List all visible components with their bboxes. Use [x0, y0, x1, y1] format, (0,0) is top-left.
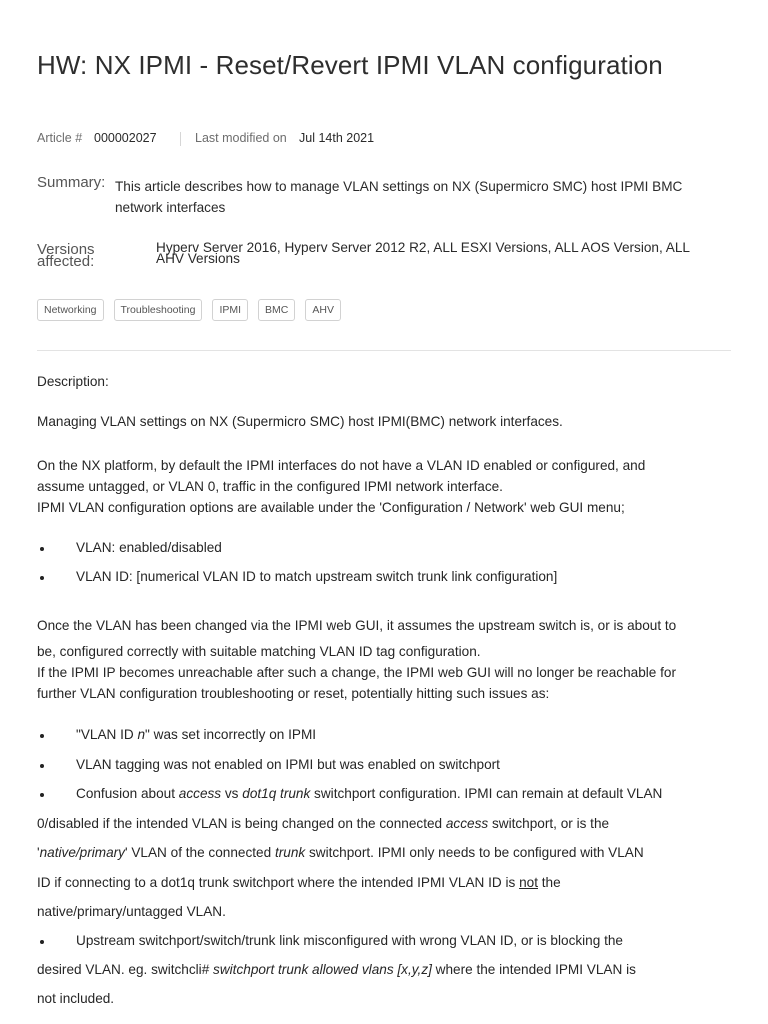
list-item-text: VLAN tagging was not enabled on IPMI but was enabled on switchport	[76, 757, 500, 772]
bullet-icon	[40, 764, 44, 768]
versions-label-line: affected:	[37, 253, 95, 270]
issue-emphasis: n	[137, 727, 146, 742]
meta-divider	[180, 132, 181, 146]
issue-text: switchport configuration. IPMI can remain at default VLAN	[310, 786, 663, 801]
issue-emphasis: switchport trunk allowed vlans [x,y,z]	[213, 962, 432, 977]
description-label: Description:	[37, 374, 109, 389]
issue-text: desired VLAN. eg. switchcli#	[37, 962, 214, 977]
bullet-icon	[40, 734, 44, 738]
list-item-continuation	[37, 816, 609, 831]
issue-text: switchport, or is the	[488, 816, 610, 831]
list-item-continuation	[37, 875, 561, 890]
list-item-continuation	[37, 845, 644, 860]
list-item-continuation: not included.	[37, 991, 115, 1006]
article-number: 000002027	[94, 131, 157, 145]
list-item-text: VLAN: enabled/disabled	[76, 540, 222, 555]
list-item-continuation	[37, 962, 636, 977]
paragraph-line: If the IPMI IP becomes unreachable after such a change, the IPMI web GUI will no longer be reachable for	[37, 665, 677, 680]
versions-text	[156, 242, 690, 264]
issue-text: Confusion about	[76, 786, 179, 801]
tag-troubleshooting[interactable]: Troubleshooting	[114, 299, 203, 321]
issue-text: ID if connecting to a dot1q trunk switchport where the intended IPMI VLAN ID is	[37, 875, 520, 890]
issue-emphasis: access	[178, 786, 222, 801]
list-item	[37, 727, 316, 742]
versions-label-line: Versions	[37, 241, 95, 258]
modified-label: Last modified on	[195, 131, 287, 145]
summary-line: This article describes how to manage VLAN settings on NX (Supermicro SMC) host IPMI BMC	[115, 179, 683, 194]
paragraph-line: further VLAN configuration troubleshooting or reset, potentially hitting such issues as:	[37, 686, 550, 701]
list-item-text	[76, 727, 316, 742]
issue-emphasis: trunk	[274, 845, 306, 860]
list-item-continuation: native/primary/untagged VLAN.	[37, 904, 226, 919]
tag-list	[37, 299, 341, 321]
list-item-text: Upstream switchport/switch/trunk link misconfigured with wrong VLAN ID, or is blocking the	[76, 933, 623, 948]
tag-ahv[interactable]: AHV	[305, 299, 341, 321]
paragraph-line: IPMI VLAN configuration options are available under the 'Configuration / Network' web GUI menu;	[37, 500, 625, 515]
issue-text: " was set incorrectly on IPMI	[145, 727, 317, 742]
section-divider	[37, 350, 731, 351]
list-item-text	[76, 786, 662, 801]
issues-list	[37, 727, 737, 1017]
issue-text: ' VLAN of the connected	[124, 845, 275, 860]
paragraph-line: Once the VLAN has been changed via the IPMI web GUI, it assumes the upstream switch is, or is about to	[37, 618, 677, 633]
intro-paragraph: Managing VLAN settings on NX (Supermicro SMC) host IPMI(BMC) network interfaces.	[37, 414, 563, 429]
issue-text: "VLAN ID	[76, 727, 138, 742]
summary-line: network interfaces	[115, 200, 226, 215]
summary-label: Summary:	[37, 174, 106, 191]
page-title: HW: NX IPMI - Reset/Revert IPMI VLAN configuration	[37, 50, 663, 80]
paragraph-line: On the NX platform, by default the IPMI interfaces do not have a VLAN ID enabled or configured, and	[37, 458, 646, 473]
bullet-icon	[40, 576, 44, 580]
issue-text: vs	[221, 786, 243, 801]
issue-emphasis: dot1q trunk	[242, 786, 311, 801]
versions-label	[37, 241, 95, 270]
issue-text: switchport. IPMI only needs to be configured with VLAN	[305, 845, 644, 860]
bullet-icon	[40, 940, 44, 944]
list-item	[37, 757, 500, 772]
issue-emphasis: native/primary	[39, 845, 125, 860]
issue-underline: not	[519, 875, 538, 890]
list-item	[37, 786, 662, 801]
article-number-label	[37, 131, 82, 145]
versions-line: Hyperv Server 2016, Hyperv Server 2012 R2, ALL ESXI Versions, ALL AOS Version, ALL	[156, 240, 690, 255]
article-label: Article #	[37, 131, 83, 145]
paragraph-line: assume untagged, or VLAN 0, traffic in the configured IPMI network interface.	[37, 479, 503, 494]
issue-text: 0/disabled if the intended VLAN is being changed on the connected	[37, 816, 446, 831]
issue-text: the	[537, 875, 561, 890]
summary-text	[115, 176, 682, 218]
issue-text: '	[37, 845, 40, 860]
list-item	[37, 540, 222, 555]
bullet-icon	[40, 793, 44, 797]
paragraph-line: be, configured correctly with suitable matching VLAN ID tag configuration.	[37, 644, 481, 659]
issue-text: where the intended IPMI VLAN is	[431, 962, 636, 977]
change-paragraph	[37, 615, 737, 704]
modified-date: Jul 14th 2021	[299, 131, 375, 145]
versions-line: AHV Versions	[156, 251, 240, 266]
list-item-text: VLAN ID: [numerical VLAN ID to match upstream switch trunk link configuration]	[76, 569, 558, 584]
tag-bmc[interactable]: BMC	[258, 299, 295, 321]
tag-networking[interactable]: Networking	[37, 299, 104, 321]
list-item	[37, 933, 623, 948]
issue-emphasis: access	[445, 816, 489, 831]
list-item	[37, 569, 557, 584]
bullet-icon	[40, 547, 44, 551]
platform-paragraph	[37, 455, 737, 518]
tag-ipmi[interactable]: IPMI	[212, 299, 248, 321]
